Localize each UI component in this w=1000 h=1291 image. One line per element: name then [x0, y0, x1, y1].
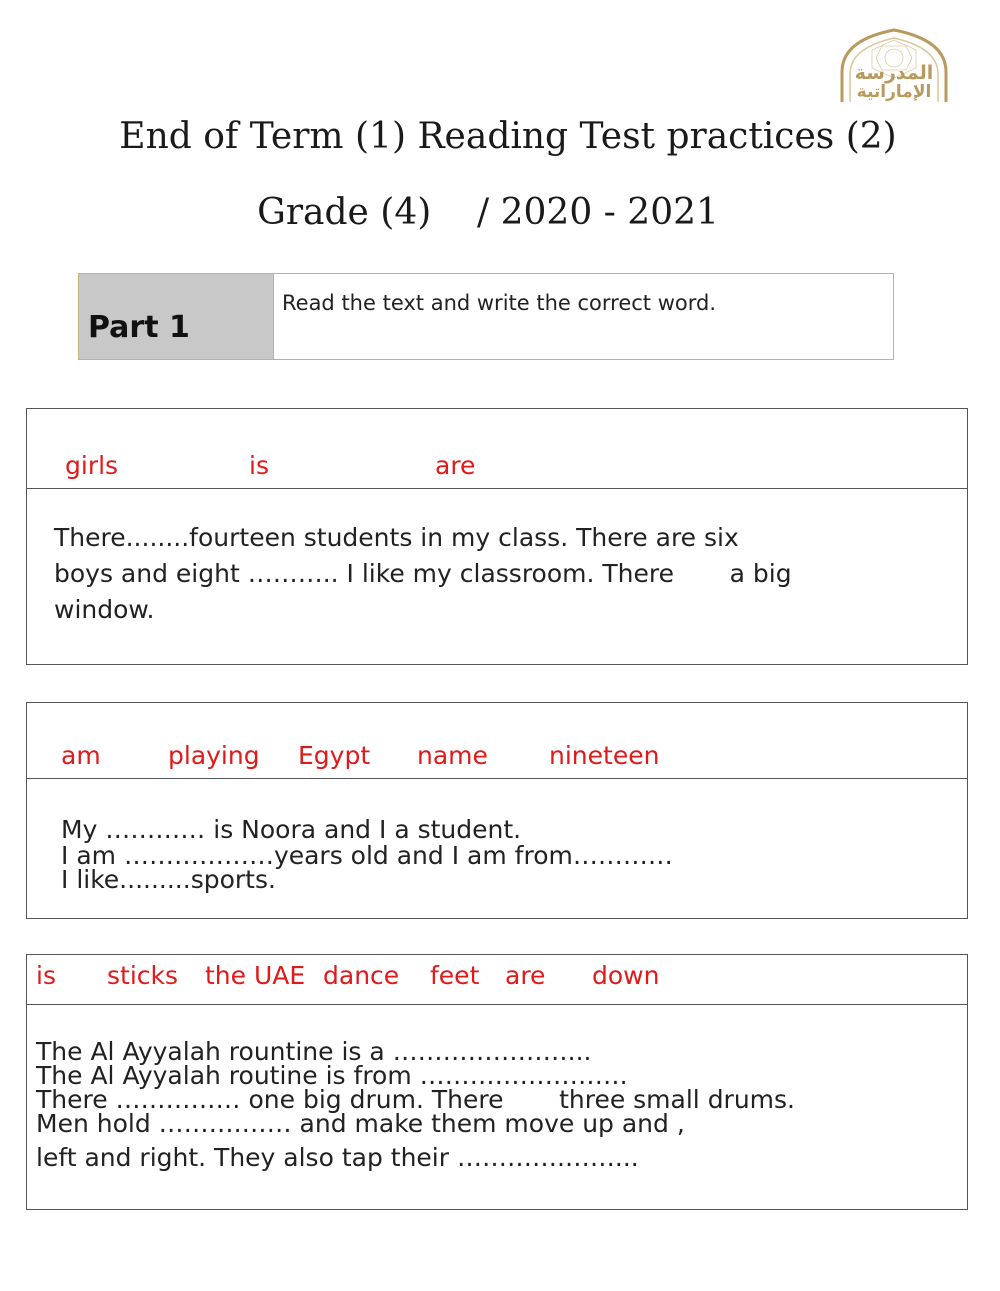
word-bank [27, 409, 967, 489]
passage-line: boys and eight ……….. I like my classroom. There a big [54, 559, 792, 588]
word-bank-item: is [36, 961, 56, 990]
school-logo [832, 28, 956, 106]
passage-line: I am ………………years old and I am from………… [61, 841, 673, 870]
word-bank [27, 703, 967, 779]
word-bank-item: the UAE [205, 961, 306, 990]
logo-text-line2: الإماراتية [856, 82, 932, 102]
page-title: End of Term (1) Reading Test practices (2) [119, 116, 897, 157]
word-bank-item: nineteen [549, 741, 660, 770]
word-bank-item: down [592, 961, 660, 990]
passage-line: There........fourteen students in my class. There are six [54, 523, 739, 552]
passage-line: There …………… one big drum. There three small drums. [36, 1085, 796, 1114]
word-bank-item: Egypt [298, 741, 371, 770]
passage-line: left and right. They also tap their ………….……... [36, 1143, 639, 1172]
logo-text-line1: المدرسة [854, 62, 934, 84]
question-box-3 [26, 954, 968, 1210]
word-bank-item: girls [65, 451, 119, 480]
word-bank-item: is [249, 451, 269, 480]
question-box-1 [26, 408, 968, 665]
passage-line: The Al Ayyalah routine is from ……………………. [36, 1061, 628, 1090]
word-bank [27, 955, 967, 1005]
passage-line: The Al Ayyalah rountine is a …………………... [36, 1037, 592, 1066]
word-bank-item: name [417, 741, 488, 770]
passage-line: My ………… is Noora and I a student. [61, 815, 522, 844]
question-box-2 [26, 702, 968, 919]
word-bank-item: playing [168, 741, 260, 770]
part-instruction: Read the text and write the correct word. [282, 291, 716, 315]
word-bank-item: sticks [107, 961, 179, 990]
part-label: Part 1 [79, 274, 274, 359]
word-bank-item: are [505, 961, 546, 990]
word-bank-item: feet [430, 961, 480, 990]
passage-line: I like.........sports. [61, 865, 276, 894]
word-bank-item: dance [323, 961, 400, 990]
passage-line: window. [54, 595, 155, 624]
page-subtitle: Grade (4) / 2020 - 2021 [257, 192, 719, 233]
passage-line: Men hold ……….…… and make them move up and , [36, 1109, 685, 1138]
part-header [78, 273, 894, 360]
word-bank-item: am [61, 741, 101, 770]
word-bank-item: are [435, 451, 476, 480]
